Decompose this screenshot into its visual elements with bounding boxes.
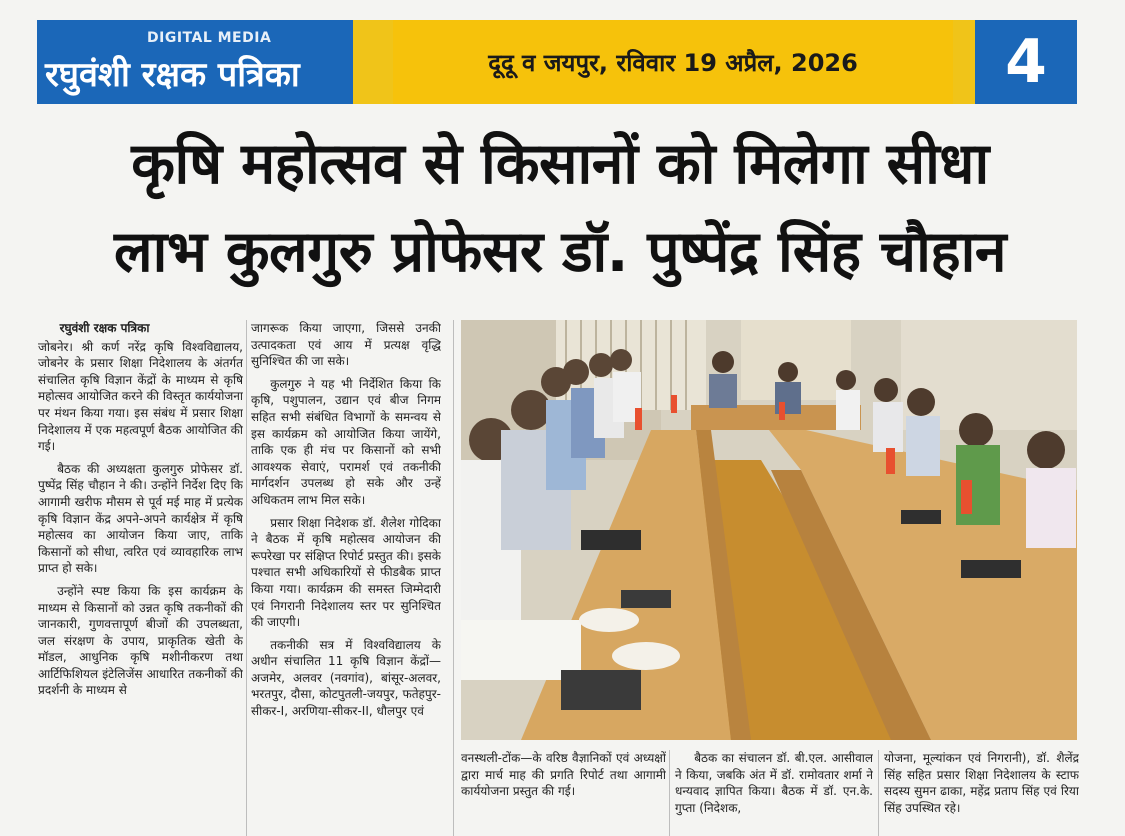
byline: रघुवंशी रक्षक पत्रिका bbox=[59, 321, 150, 335]
article-column-1 bbox=[38, 320, 243, 836]
article-paragraph: जागरूक किया जाएगा, जिससे उनकी उत्पादकता एवं आय में प्रत्यक्ष वृद्धि सुनिश्चित की जा सके। bbox=[251, 321, 441, 369]
article-paragraph: कुलगुरु ने यह भी निर्देशित किया कि कृषि, पशुपालन, उद्यान एवं बीज निगम सहित सभी संबंधित विभागों के समन्वय से इस कार्यक्रम को आयोजित किया जायेंगे, ताकि एक ही मंच पर किसानों को सभी आवश्यक सेवाएं, परामर्श एवं तकनीकी मार्गदर्शन उपलब्ध हो सके और उन्हें अधिकतम लाभ मिल सके। bbox=[251, 376, 441, 507]
article-paragraph: बैठक का संचालन डॉ. बी.एल. आसीवाल ने किया, जबकि अंत में डॉ. रामोवतार शर्मा ने धन्यवाद ज्ञापित किया। बैठक में डॉ. एन.के. गुप्ता (निदेशक, bbox=[675, 751, 873, 815]
headline-line-1: कृषि महोत्सव से किसानों को मिलेगा सीधा bbox=[131, 131, 989, 197]
masthead-accent-right bbox=[953, 20, 975, 104]
article-paragraph: बैठक की अध्यक्षता कुलगुरु प्रोफेसर डॉ. पुष्पेंद्र सिंह चौहान ने की। उन्होंने निर्देश दिए कि आगामी खरीफ मौसम से पूर्व मई माह में प्रत्येक कृषि विज्ञान केंद्र अपने-अपने कार्यक्षेत्र में कृषि महोत्सव का आयोजन किया जाए, ताकि किसानों को सीधा, त्वरित एवं व्यावहारिक लाभ प्राप्त हो सके। bbox=[38, 461, 243, 576]
column-divider bbox=[246, 320, 247, 836]
article-paragraph: वनस्थली-टोंक—के वरिष्ठ वैज्ञानिकों एवं अध्यक्षों द्वारा मार्च माह की प्रगति रिपोर्ट तथा आगामी कार्ययोजना प्रस्तुत की गई। bbox=[461, 751, 666, 799]
masthead bbox=[37, 20, 1077, 104]
meeting-photo bbox=[461, 320, 1077, 740]
digital-media-label: DIGITAL MEDIA bbox=[147, 30, 272, 46]
column-divider bbox=[453, 320, 454, 836]
article-paragraph: जोबनेर। श्री कर्ण नरेंद्र कृषि विश्वविद्यालय, जोबनेर के प्रसार शिक्षा निदेशालय के अंतर्गत संचालित कृषि विज्ञान केंद्रों के माध्यम से कृषि महोत्सव आयोजित करने की विस्तृत कार्ययोजना पर मंथन किया गया। इस संबंध में प्रसार शिक्षा निदेशालय में एक महत्वपूर्ण बैठक आयोजित की गई। bbox=[38, 339, 243, 454]
article-paragraph: उन्होंने स्पष्ट किया कि इस कार्यक्रम के माध्यम से किसानों को उन्नत कृषि तकनीकों की जानकारी, गुणवत्तापूर्ण बीजों की उपलब्धता, जल संरक्षण के उपाय, प्राकृतिक खेती के मॉडल, आधुनिक कृषि मशीनीकरण तथा आर्टिफिशियल इंटेलिजेंस आधारित तकनीकों की प्रदर्शनी के माध्यम से bbox=[38, 583, 243, 698]
dateline: दूदू व जयपुर, रविवार 19 अप्रैल, 2026 bbox=[393, 20, 953, 104]
article-column-2 bbox=[251, 320, 441, 720]
headline-line-2: लाभ कुलगुरु प्रोफेसर डॉ. पुष्पेंद्र सिंह चौहान bbox=[113, 219, 1007, 285]
masthead-accent-left bbox=[353, 20, 393, 104]
meeting-photo-illustration bbox=[461, 320, 1077, 740]
article-paragraph: प्रसार शिक्षा निदेशक डॉ. शैलेश गोदिका ने बैठक में कृषि महोत्सव आयोजन की रूपरेखा पर संक्षिप्त रिपोर्ट प्रस्तुत की। इसके पश्चात सभी अधिकारियों से फीडबैक प्राप्त किया गया। कार्यक्रम की समस्त जिम्मेदारी एवं निगरानी निदेशालय स्तर पर सुनिश्चित की जाएगी। bbox=[251, 515, 441, 630]
column-divider bbox=[878, 750, 879, 836]
article-bottom-column-3 bbox=[884, 750, 1079, 836]
article-bottom-column-2 bbox=[675, 750, 873, 836]
headline bbox=[30, 120, 1090, 296]
article-bottom-column-1 bbox=[461, 750, 666, 836]
column-divider bbox=[669, 750, 670, 836]
article-paragraph: तकनीकी सत्र में विश्वविद्यालय के अधीन संचालित 11 कृषि विज्ञान केंद्रों—अजमेर, अलवर (नवगांव), बांसूर-अलवर, भरतपुर, दौसा, कोटपुतली-जयपुर, फतेहपुर-सीकर-I, अरणिया-सीकर-II, धौलपुर एवं bbox=[251, 637, 441, 719]
paper-brand-block bbox=[37, 20, 353, 104]
paper-name: रघुवंशी रक्षक पत्रिका bbox=[45, 55, 300, 95]
article-paragraph: योजना, मूल्यांकन एवं निगरानी), डॉ. शैलेंद्र सिंह सहित प्रसार शिक्षा निदेशालय के स्टाफ सदस्य सुमन ढाका, महेंद्र प्रताप सिंह एवं रिया सिंह उपस्थित रहे। bbox=[884, 751, 1079, 815]
page-number: 4 bbox=[975, 20, 1077, 104]
